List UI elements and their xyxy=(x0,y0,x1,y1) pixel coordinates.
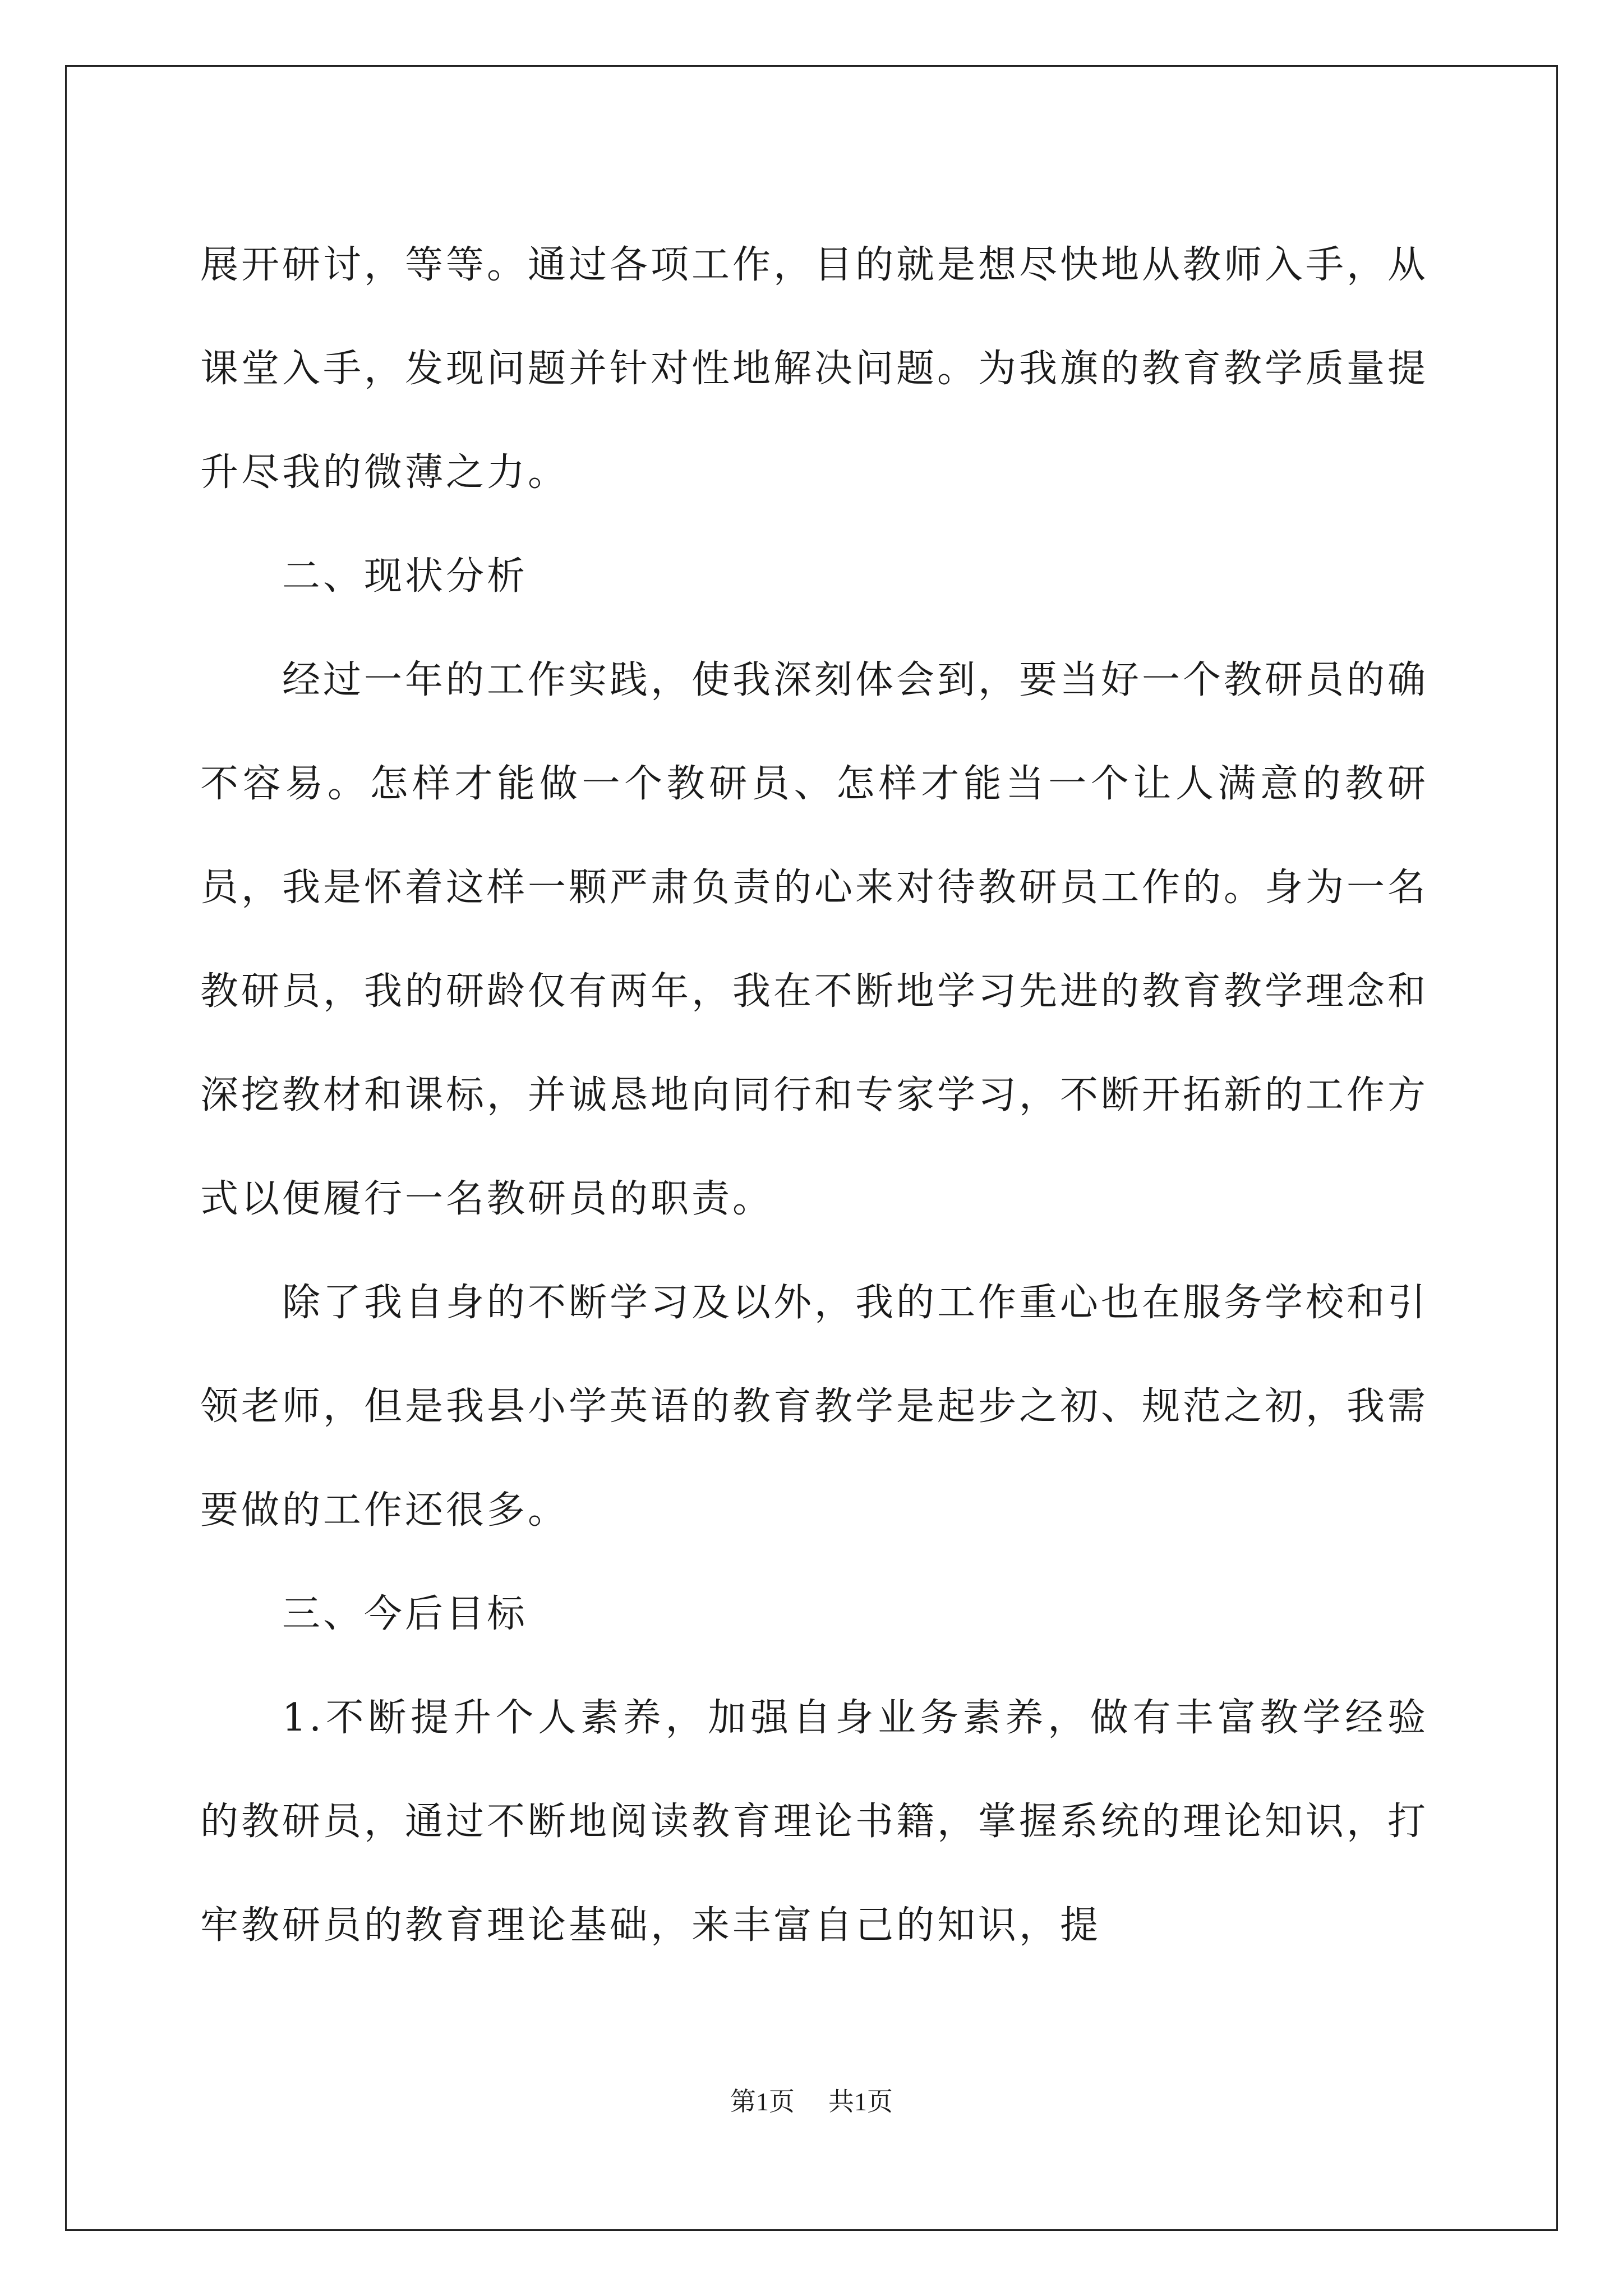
paragraph-3: 除了我自身的不断学习及以外，我的工作重心也在服务学校和引领老师，但是我县小学英语的教育教学是起步之初、规范之初，我需要做的工作还很多。 xyxy=(200,1281,1429,1533)
paragraph-1: 展开研讨，等等。通过各项工作，目的就是想尽快地从教师入手，从课堂入手，发现问题并针对性地解决问题。为我旗的教育教学质量提升尽我的微薄之力。 xyxy=(200,243,1429,495)
paragraph-2: 经过一年的工作实践，使我深刻体会到，要当好一个教研员的确不容易。怎样才能做一个教研员、怎样才能当一个让人满意的教研员，我是怀着这样一颗严肃负责的心来对待教研员工作的。身为一名教研员，我的研龄仅有两年，我在不断地学习先进的教育教学理念和深挖教材和课标，并诚恳地向同行和专家学习，不断开拓新的工作方式以便履行一名教研员的职责。 xyxy=(200,658,1429,1221)
page-footer xyxy=(0,2081,1623,2118)
paragraph-4: 1.不断提升个人素养，加强自身业务素养，做有丰富教学经验的教研员，通过不断地阅读教育理论书籍，掌握系统的理论知识，打牢教研员的教育理论基础，来丰富自己的知识，提 xyxy=(200,1696,1429,1948)
page-total: 共1页 xyxy=(828,2087,893,2116)
heading-future-goals: 三、今后目标 xyxy=(282,1592,528,1636)
heading-current-status: 二、现状分析 xyxy=(282,554,528,599)
page-current: 第1页 xyxy=(730,2087,795,2116)
document-body xyxy=(200,213,1428,1977)
